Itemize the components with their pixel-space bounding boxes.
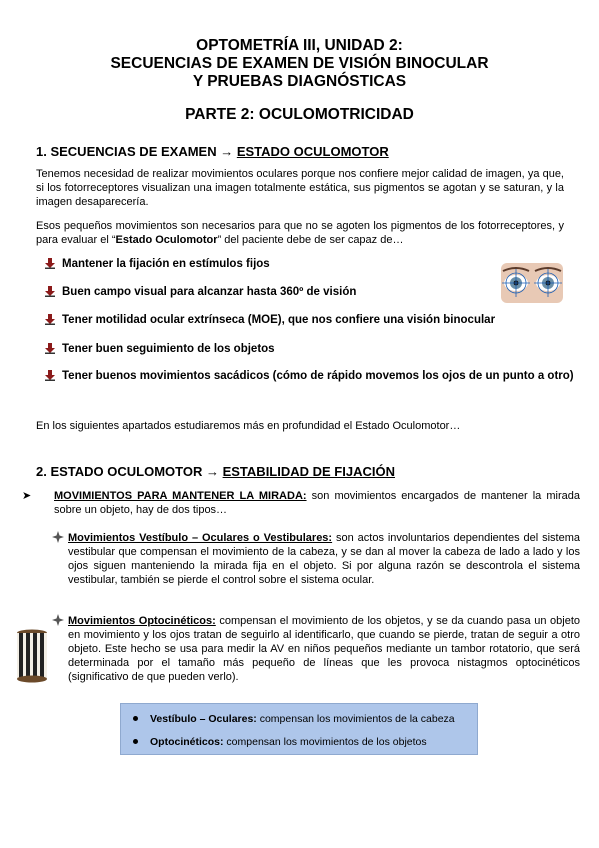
arrow-bullet-icon	[44, 257, 56, 269]
doc-title-line3: Y PRUEBAS DIAGNÓSTICAS	[192, 73, 407, 90]
arrow-bullet-icon	[44, 313, 56, 325]
mov-mantener-mirada	[22, 489, 580, 517]
summary-box	[120, 703, 478, 755]
section2-heading-prefix: 2. ESTADO OCULOMOTOR →	[36, 464, 223, 479]
list-item: Tener motilidad ocular extrínseca (MOE), que nos confiere una visión binocular	[44, 313, 564, 327]
mov-title: MOVIMIENTOS PARA MANTENER LA MIRADA:	[54, 490, 307, 502]
section1-closing: En los siguientes apartados estudiaremos más en profundidad el Estado Oculomotor…	[36, 420, 461, 432]
section1-para2	[36, 219, 564, 247]
arrow-bullet-icon	[44, 369, 56, 381]
doc-title-line1: OPTOMETRÍA III, UNIDAD 2:	[196, 37, 403, 54]
summary-item-optocineticos: Optocinéticos: compensan los movimientos de los objetos	[131, 735, 427, 749]
section1-para1: Tenemos necesidad de realizar movimientos oculares porque nos confiere mejor calidad de imagen, ya que, si los fotorreceptores visualizan una imagen totalmente estática, sus pigmentos se agotan y se saturan, y la imagen desaparecería.	[36, 168, 564, 208]
summary-item-vestibulo: Vestíbulo – Oculares: compensan los movimientos de la cabeza	[131, 712, 455, 726]
mov-text: son movimientos encargados de mantener la mirada sobre un objeto, hay de dos tipos…	[54, 490, 580, 516]
optokinetic-paragraph	[52, 614, 580, 684]
list-item: Tener buen seguimiento de los objetos	[44, 342, 564, 356]
section1-heading-prefix: 1. SECUENCIAS DE EXAMEN →	[36, 144, 237, 159]
eyes-image	[501, 263, 563, 303]
bullet-dot-icon	[133, 739, 138, 744]
para2-text-b: ” del paciente debe de ser capaz de…	[217, 234, 404, 246]
para2-text-a: Esos pequeños movimientos son necesarios para que no se agoten los pigmentos de los fotorreceptores, y para evaluar el “	[36, 220, 564, 246]
diamond-bullet-icon	[52, 614, 64, 626]
bullet-dot-icon	[133, 716, 138, 721]
vestibular-text: son actos involuntarios dependientes del sistema vestibular que compensan el movimiento de la cabeza, y se dan al mover la cabeza de lado a lado y los ojos siguen manteniendo la mirada fija en el objeto. Si por alguna razón se descontrola el sistema vestibular, también se pierde el control sobre el sistema ocular.	[68, 532, 580, 586]
section2-heading-link: ESTABILIDAD DE FIJACIÓN	[222, 464, 395, 479]
doc-part-title: PARTE 2: OCULOMOTRICIDAD	[185, 106, 414, 123]
vestibular-title: Movimientos Vestíbulo – Oculares o Vestibulares:	[68, 532, 333, 544]
arrowhead-bullet-icon: ➤	[22, 490, 32, 502]
arrow-bullet-icon	[44, 285, 56, 297]
vestibular-paragraph	[52, 531, 580, 587]
doc-title-line2: SECUENCIAS DE EXAMEN DE VISIÓN BINOCULAR	[110, 55, 489, 72]
section1-heading-link: ESTADO OCULOMOTOR	[236, 144, 389, 159]
diamond-bullet-icon	[52, 531, 64, 543]
section1-heading	[36, 144, 389, 160]
para2-bold: Estado Oculomotor	[115, 234, 218, 246]
optokinetic-drum-image	[16, 629, 48, 683]
arrow-bullet-icon	[44, 342, 56, 354]
optokinetic-text: compensan el movimiento de los objetos, y se da cuando pasa un objeto en movimiento y los ojos tratan de seguirlo al identificarlo, que cuando se pierde, tratan de seguir a otro objeto. Este hecho se usa para medir la AV en niños pequeños mediante un tambor rotatorio, que será determinada por el tamaño más pequeño de líneas que les provoca nistagmos optocinéticos (significativo de que pueden verlo).	[68, 615, 580, 683]
section2-heading	[36, 464, 395, 480]
list-item: Mantener la fijación en estímulos fijos	[44, 257, 494, 271]
optokinetic-title: Movimientos Optocinéticos:	[68, 615, 216, 627]
list-item: Tener buenos movimientos sacádicos (cómo de rápido movemos los ojos de un punto a otro)	[44, 369, 582, 383]
list-item: Buen campo visual para alcanzar hasta 360º de visión	[44, 285, 494, 299]
